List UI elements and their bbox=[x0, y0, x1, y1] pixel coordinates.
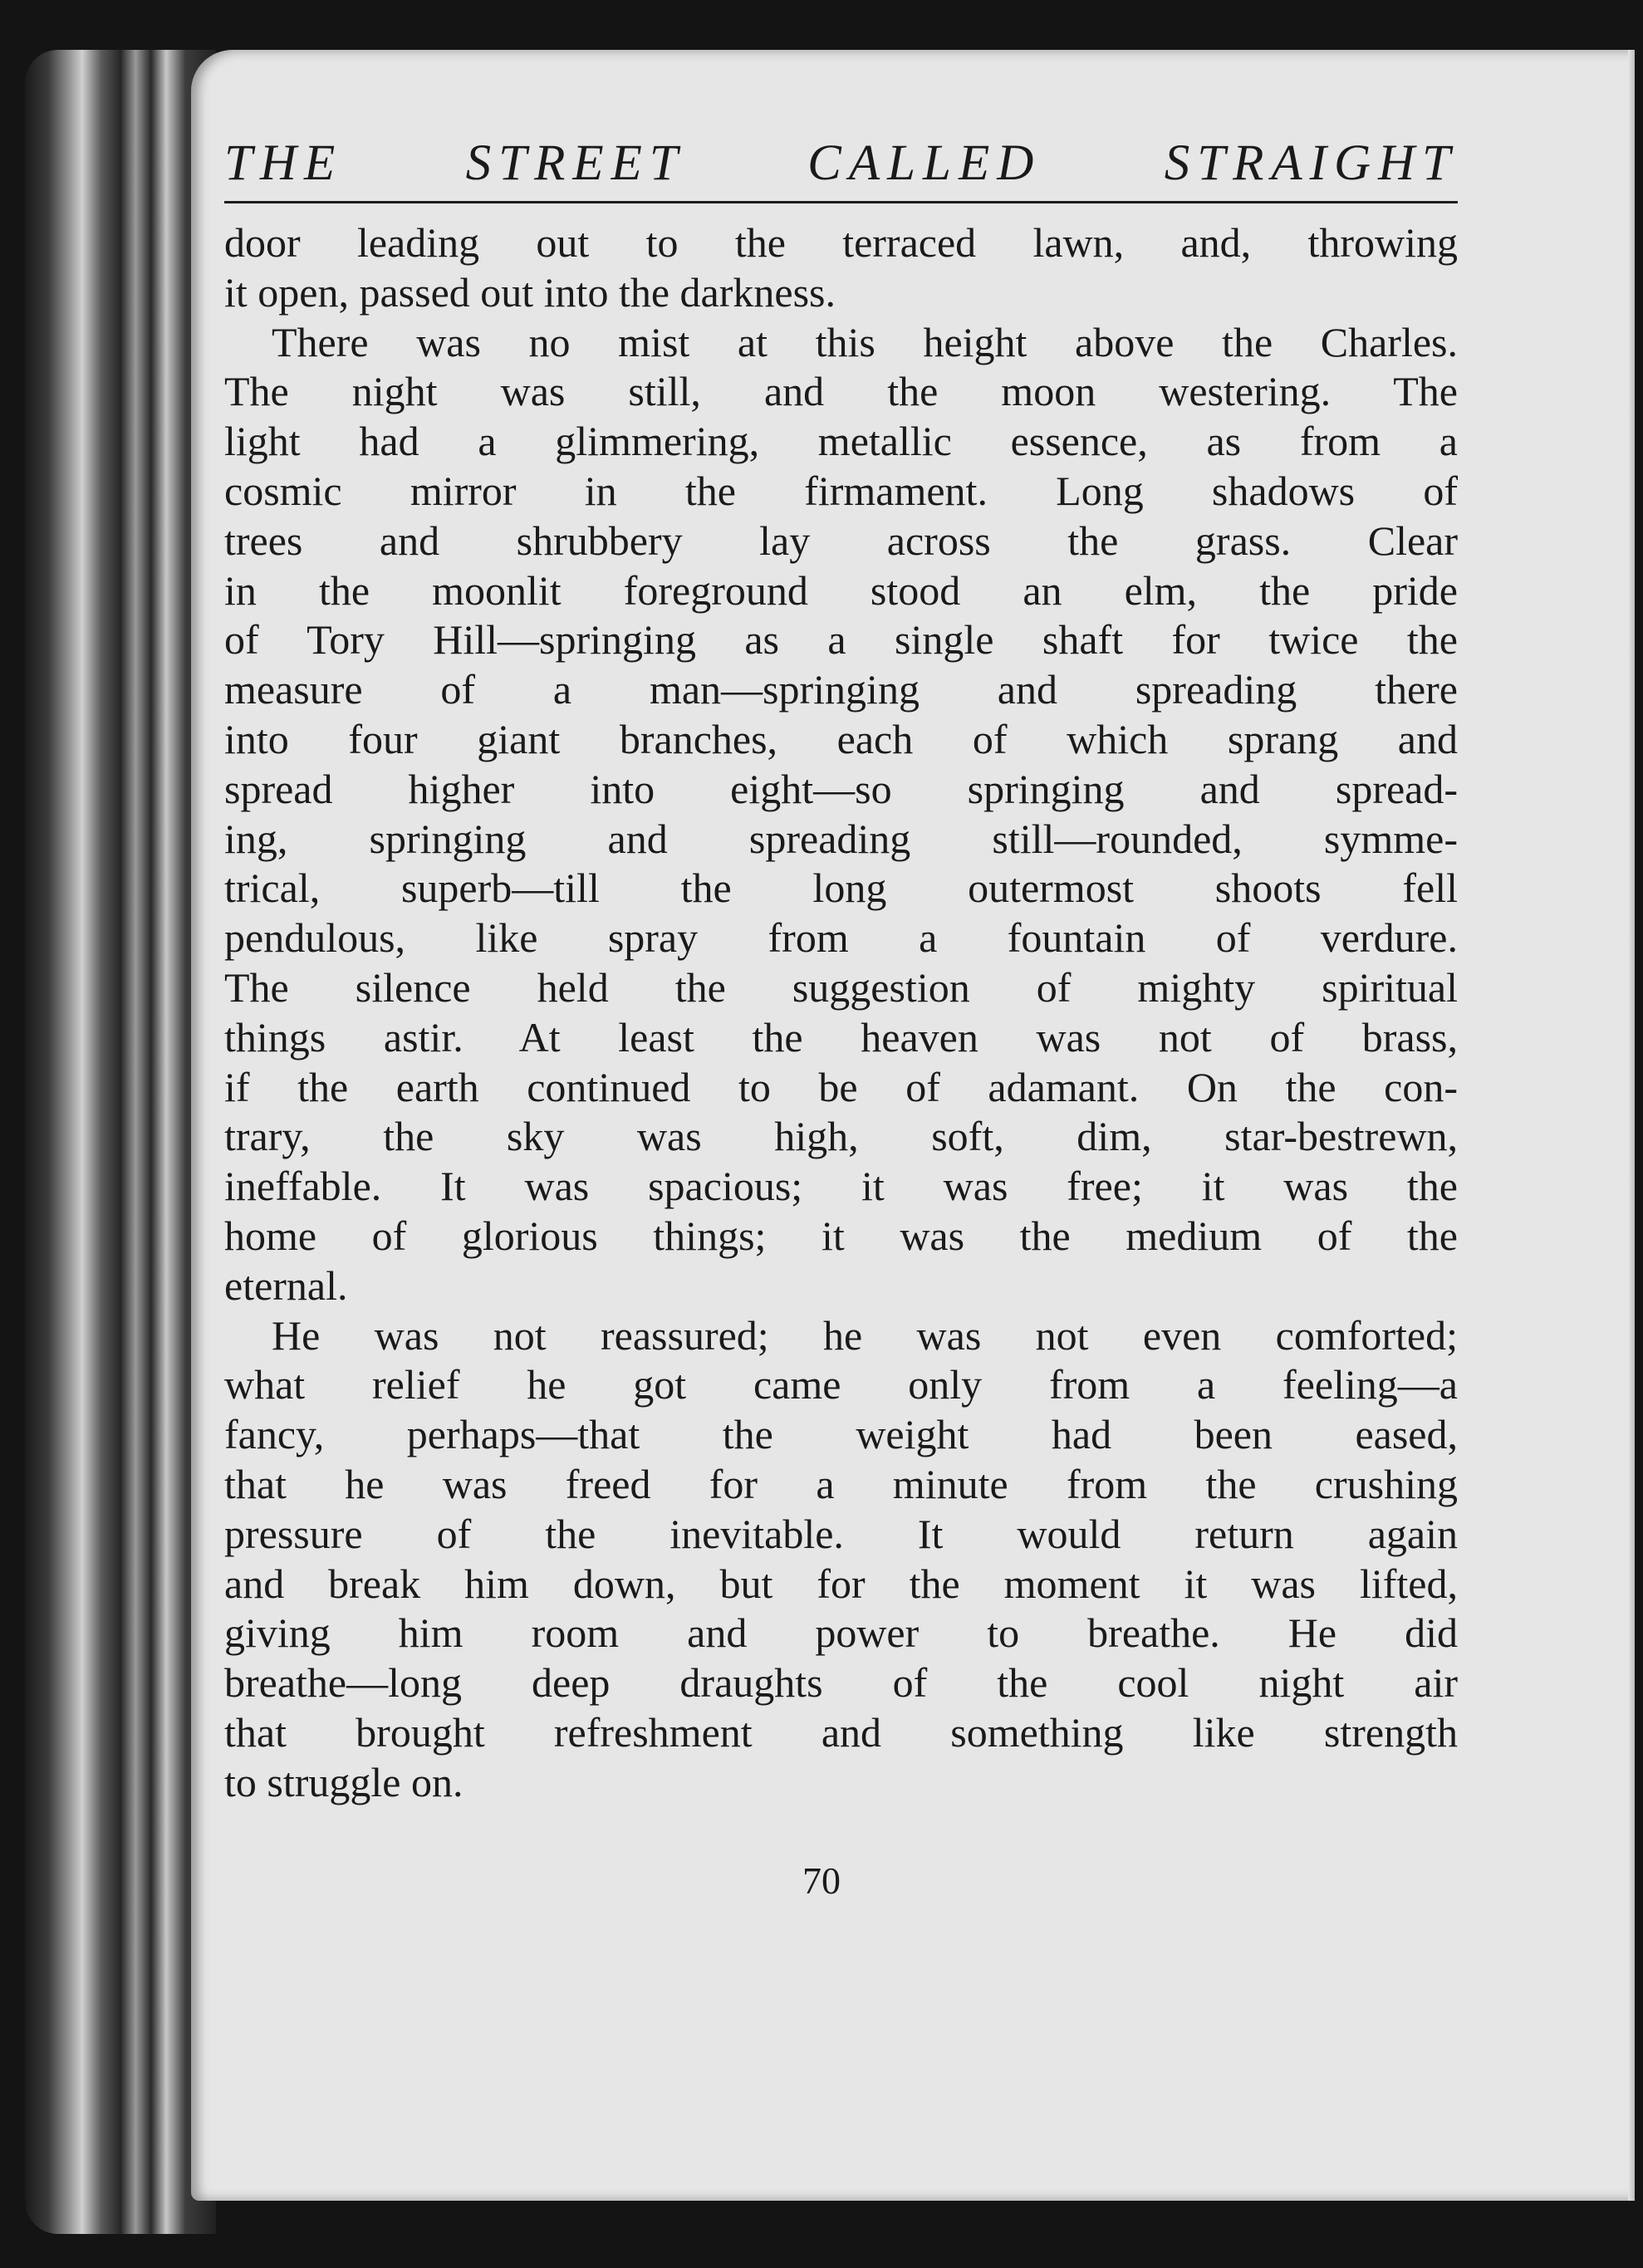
text-line: and break him down, but for the moment it was lifted, bbox=[224, 1560, 1458, 1607]
text-line: pendulous, like spray from a fountain of verdure. bbox=[224, 914, 1458, 962]
text-line: He was not reassured; he was not even comforted; bbox=[272, 1311, 1458, 1359]
text-line: door leading out to the terraced lawn, and, throwing bbox=[224, 219, 1458, 266]
text-line: into four giant branches, each of which sprang and bbox=[224, 715, 1458, 762]
text-line: that he was freed for a minute from the crushing bbox=[224, 1460, 1458, 1507]
text-line: that brought refreshment and something like strength bbox=[224, 1708, 1458, 1756]
running-head-title: THE STREET CALLED STRAIGHT bbox=[224, 135, 1458, 191]
text-line: fancy, perhaps—that the weight had been eased, bbox=[224, 1411, 1458, 1458]
text-line: ineffable. It was spacious; it was free; it was the bbox=[224, 1163, 1458, 1210]
text-line: home of glorious things; it was the medium of the bbox=[224, 1212, 1458, 1259]
text-line: spread higher into eight—so springing and spread- bbox=[224, 765, 1458, 812]
text-line: in the moonlit foreground stood an elm, the pride bbox=[224, 566, 1458, 614]
text-line: The night was still, and the moon westering. The bbox=[224, 368, 1458, 415]
text-line: There was no mist at this height above the Charles. bbox=[272, 318, 1458, 365]
text-line: it open, passed out into the darkness. bbox=[224, 268, 836, 316]
text-line: to struggle on. bbox=[224, 1758, 463, 1805]
text-line: pressure of the inevitable. It would return again bbox=[224, 1510, 1458, 1557]
text-line: trical, superb—till the long outermost shoots fell bbox=[224, 865, 1458, 912]
text-line: things astir. At least the heaven was not of brass, bbox=[224, 1013, 1458, 1061]
text-line: breathe—long deep draughts of the cool night air bbox=[224, 1659, 1458, 1707]
book-binding bbox=[25, 50, 216, 2234]
text-line: cosmic mirror in the firmament. Long shadows of bbox=[224, 467, 1458, 514]
text-line: trees and shrubbery lay across the grass. Clear bbox=[224, 517, 1458, 564]
page-number: 70 bbox=[802, 1859, 841, 1902]
text-line: trary, the sky was high, soft, dim, star-bestrewn, bbox=[224, 1113, 1458, 1160]
text-line: ing, springing and spreading still—rounded, symme- bbox=[224, 815, 1458, 862]
text-line: giving him room and power to breathe. He did bbox=[224, 1609, 1458, 1657]
text-line: The silence held the suggestion of mighty spiritual bbox=[224, 963, 1458, 1011]
text-line: light had a glimmering, metallic essence, as from a bbox=[224, 418, 1458, 465]
running-head bbox=[224, 129, 1458, 203]
body-text bbox=[224, 218, 1458, 1808]
text-line: eternal. bbox=[224, 1261, 348, 1309]
text-line: if the earth continued to be of adamant. On the con- bbox=[224, 1063, 1458, 1110]
text-line: measure of a man—springing and spreading there bbox=[224, 666, 1458, 713]
text-line: of Tory Hill—springing as a single shaft for twice the bbox=[224, 616, 1458, 664]
text-line: what relief he got came only from a feeling—a bbox=[224, 1361, 1458, 1408]
